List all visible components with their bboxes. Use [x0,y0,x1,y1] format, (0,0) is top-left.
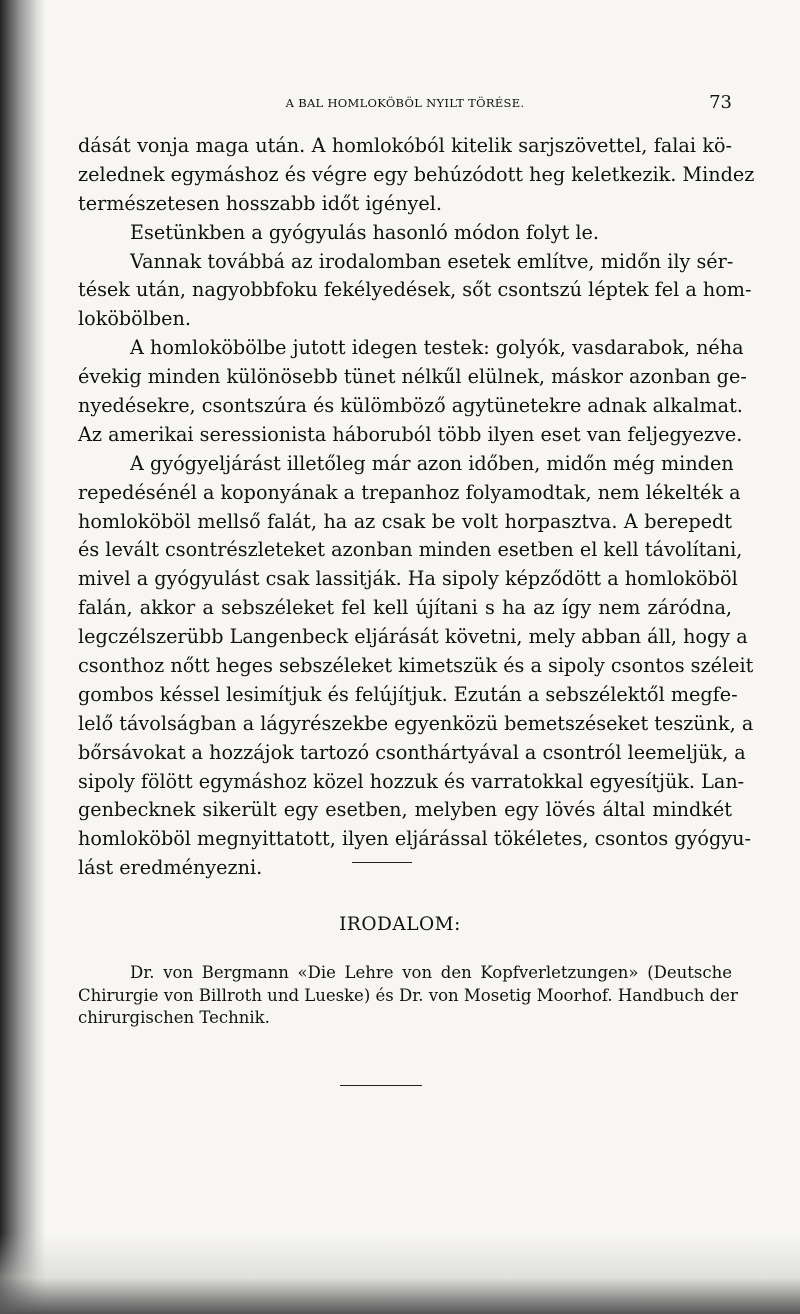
body-line: mivel a gyógyulást csak lassitják. Ha sipoly képződött a homloköböl [78,567,738,591]
page-number: 73 [709,92,732,113]
reference-line: Chirurgie von Billroth und Lueske) és Dr. von Mosetig Moorhof. Handbuch der [78,985,738,1005]
literature-reference [78,962,738,1030]
body-line: homloköböl megnyittatott, ilyen eljárással tökéletes, csontos gyógyu- [78,827,751,851]
body-line: A homloköbölbe jutott idegen testek: golyók, vasdarabok, néha [130,336,744,360]
body-line: Esetünkben a gyógyulás hasonló módon folyt le. [130,220,599,244]
running-title: A BAL HOMLOKÖBÖL NYILT TÖRÉSE. [285,96,525,110]
body-line: Vannak továbbá az irodalomban esetek említve, midőn ily sér- [130,249,734,273]
body-line: sipoly fölött egymáshoz közel hozzuk és varratokkal egyesítjük. Lan- [78,769,745,793]
body-line: legczélszerübb Langenbeck eljárását követni, mely abban áll, hogy a [78,625,748,649]
body-line: évekig minden különösebb tünet nélkűl elülnek, máskor azonban ge- [78,365,747,389]
body-line: homloköböl mellső falát, ha az csak be volt horpasztva. A berepedt [78,509,732,533]
body-line: loköbölben. [78,307,191,331]
body-line: dását vonja maga után. A homlokóból kitelik sarjszövettel, falai kö- [78,134,732,157]
reference-line: Dr. von Bergmann «Die Lehre von den Kopfverletzungen» (Deutsche [130,963,732,982]
body-line: falán, akkor a sebszéleket fel kell újítani s ha az így nem záródna, [78,596,732,620]
body-line: lást eredményezni. [78,856,263,880]
body-line: és levált csontrészleteket azonban minden esetben el kell távolítani, [78,538,743,562]
body-line: genbecknek sikerült egy esetben, melyben egy lövés által mindkét [78,798,732,822]
body-line: Az amerikai seressionista háboruból több ilyen eset van feljegyezve. [78,422,743,446]
body-line: csonthoz nőtt heges sebszéleket kimetszük és a sipoly csontos széleit [78,654,754,678]
page-header [78,92,732,116]
section-divider [352,862,412,863]
body-line: lelő távolságban a lágyrészekbe egyenközü bemetszéseket teszünk, a [78,711,754,735]
body-line: A gyógyeljárást illetőleg már azon időben, midőn még minden [130,451,734,475]
body-line: gombos késsel lesimítjuk és felújítjuk. Ezután a sebszélektől megfe- [78,682,738,706]
page-edge-shadow [0,1234,800,1314]
body-line: bőrsávokat a hozzájok tartozó csonthártyával a csontról leemeljük, a [78,740,746,764]
body-line: nyedésekre, csontszúra és külömböző agytünetekre adnak alkalmat. [78,394,743,418]
body-line: repedésénél a koponyának a trepanhoz folyamodtak, nem lékelték a [78,480,741,504]
body-line: tések után, nagyobbfoku fekélyedések, sőt csontszú léptek fel a hom- [78,278,752,302]
body-line: természetesen hosszabb időt igényel. [78,191,442,215]
literature-heading: IRODALOM: [339,914,461,935]
closing-divider [340,1085,422,1086]
body-line: zelednek egymáshoz és végre egy behúzódott heg keletkezik. Mindez [78,162,755,186]
reference-line: chirurgischen Technik. [78,1008,270,1027]
body-text [78,132,755,883]
binding-shadow [0,0,46,1314]
